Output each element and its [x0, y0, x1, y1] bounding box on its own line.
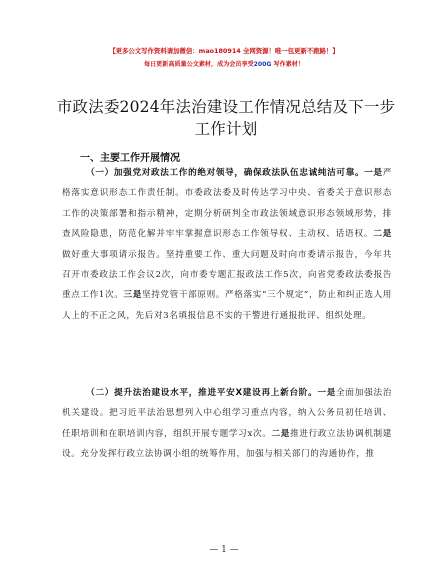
point-1-text: 严格落实意识形态工作责任制。市委政法委及时传达学习中央、省委关于意识形态工作的决策部署和指示精神，定期分析研判全市政法领域意识形态领域形势，排查风险隐患，防范化解并牢牢掌握意识形态工作领导权、主动权、话语权。 [62, 168, 392, 240]
point-4-text: 全面加强法治机关建设。把习近平法治思想列入中心组学习重点内容，纳入公务员初任培训、任职培训和在职培训内容，组织开展专题学习x次。 [62, 388, 392, 439]
point-5-text: 推进行政立法协调机制建设。充分发挥行政立法协调小组的统筹作用，加强与相关部门的沟通协作，推 [62, 428, 392, 460]
point-3-text: 坚持党管干部原则。严格落实“三个规定”，防止和纠正选人用人上的不正之风，先后对3名填报信息不实的干警进行通报批评、组织处理。 [62, 290, 393, 321]
point-2-text: 做好重大事项请示报告。坚持重要工作、重大问题及时向市委请示报告，今年共召开市委政法工作会议2次，向市委专题汇报政法工作5次，向省党委政法委报告重点工作1次。 [62, 249, 392, 301]
point-4-marker: 一是 [317, 388, 337, 398]
promo-banner-line-2 [0, 59, 448, 68]
paragraph-1-lead: （一）加强党对政法工作的绝对领导，确保政法队伍忠诚纯洁可靠。 [86, 168, 365, 178]
paragraph-2-lead: （二）提升法治建设水平，推进平安X建设再上新台阶。 [86, 388, 318, 398]
document-title: 市政法委2024年法治建设工作情况总结及下一步工作计划 [56, 98, 396, 138]
paragraph-1 [62, 163, 392, 326]
page-number: — 1 — [209, 545, 239, 555]
promo-banner-line-1: 【更多公文写作资料请加微信：mao180914 全网资源！唯一包更新不跑路！】 [109, 47, 339, 55]
point-1-marker: 一是 [364, 168, 383, 178]
section-heading: 一、主要工作开展情况 [80, 153, 180, 164]
point-5-marker: 二是 [271, 428, 291, 439]
point-3-marker: 三是 [123, 290, 142, 301]
paragraph-2 [62, 383, 392, 465]
point-2-marker: 二是 [373, 229, 392, 240]
promo-text-a: 每日更新高质量公文素材，成为会员享受 [143, 61, 254, 68]
promo-text-c: 写作素材！ [273, 61, 304, 68]
promo-highlight: 200G [253, 61, 272, 68]
